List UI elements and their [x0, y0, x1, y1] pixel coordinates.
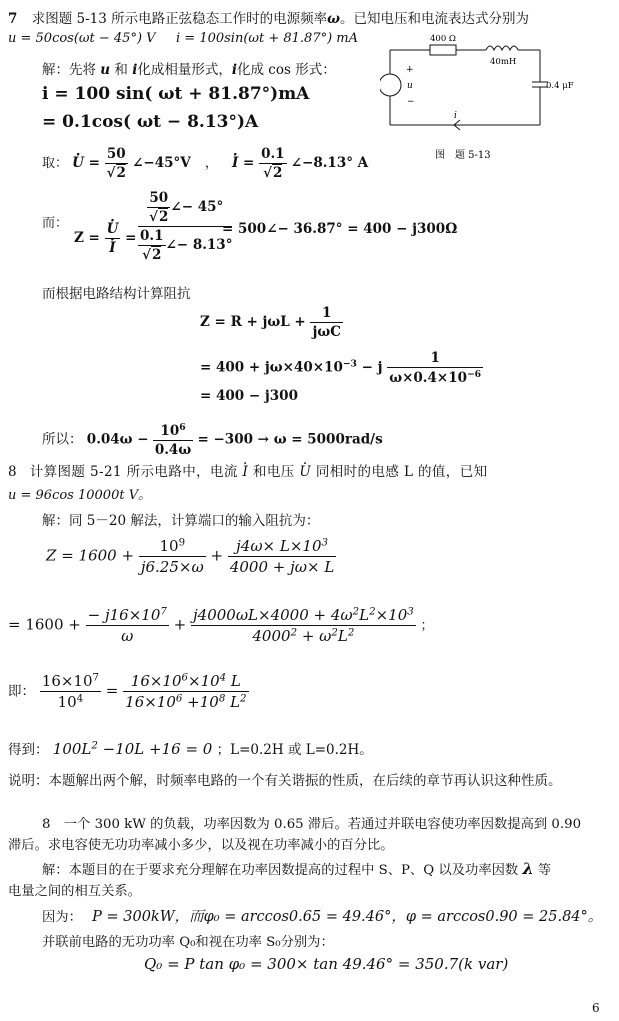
- problem-8b-line1: 8 一个 300 kW 的负载，功率因数为 0.65 滞后。若通过并联电容使功率因数提高到 0.90: [42, 817, 582, 832]
- problem-title-text: 求图题 5-13 所示电路正弦稳态工作时的电源频率: [31, 11, 328, 27]
- current-label: i: [454, 111, 457, 121]
- z-input-equation: Z = 1600 + $\frac{10^9}{j6.25\times\omega}$ + $\frac{j4\omega\times L\times 10^3}{4000 + j\omega\times L}$: [46, 537, 335, 576]
- i-phasor-symbol: · I: [232, 155, 238, 171]
- voltage-source-symbol: [380, 74, 401, 96]
- z-struct-line1: Z = R + jωL + $\frac{1}{\text{jωC}}$: [200, 305, 341, 340]
- result-line: 得到： $100L^2 -10L +16 = 0$ ；L=0.2H 或 L=0.2H。: [8, 740, 373, 758]
- u-expression: u = 50cos(ωt − 45°) V: [8, 31, 156, 46]
- note-line: 说明：本题解出两个解，时频率电路的一个有关谐振的性质，在后续的章节再认识这种性质。: [8, 773, 562, 789]
- because-line: 因为： P = 300kW，而φ₀ = arccos0.65 = 49.46°，φ = arccos0.90 = 25.84°。: [42, 909, 603, 925]
- solution-8a: 解：同 5－20 解法，计算端口的输入阻抗为：: [42, 513, 320, 529]
- u-phasor-fraction: $\frac{50}{√2}$: [106, 146, 126, 181]
- figure-caption: 图 题 5-13: [435, 150, 491, 161]
- solution-8b-line2: 电量之间的相互关系。: [8, 884, 141, 899]
- u-expression-8: u = 96cos 10000t V。: [8, 488, 152, 503]
- struct-text: 而根据电路结构计算阻抗: [42, 286, 191, 302]
- current-arrow: [454, 125, 460, 130]
- capacitor-label: 0.4 μF: [546, 81, 574, 91]
- page-number: 6: [592, 1001, 600, 1015]
- resistor-symbol: [430, 45, 456, 55]
- problem-number: 7: [8, 11, 18, 27]
- problem-title-tail: 。已知电压和电流表达式分别为: [339, 11, 529, 27]
- u-phasor-symbol: · U: [72, 155, 84, 171]
- inductor-symbol: [486, 46, 518, 50]
- phasor-line: 取： · U = $\frac{50}{√2}$ ∠−45°V ， · I = $\frac{0.1}{√2}$ ∠−8.13° A: [42, 146, 368, 181]
- i-expression: i = 100sin(ωt + 81.87°) mA: [176, 31, 359, 46]
- solution-intro: 解：先将 u 和 i化成相量形式，i化成 cos 形式：: [42, 62, 336, 78]
- before-line: 并联前电路的无功功率 Q₀和视在功率 S₀分别为：: [42, 935, 334, 950]
- z-compound-fraction: $\frac{50}{√2}$ ∠− 45° $\frac{0.1}{√2}$ ∠− 8.13°: [140, 190, 233, 263]
- resistor-label: 400 Ω: [430, 34, 456, 44]
- z-struct-line2: = $400 + j\omega\times 40\times 10^{-3} - j$ $\frac{1}{\omega\times 0.4\times 10^{-6}}$: [200, 350, 482, 387]
- so-line: 所以： 0.04ω − $\frac{10^6}{0.4\omega}$ = −300 → ω = 5000rad/s: [42, 422, 383, 459]
- problem-8b-line2: 滞后。求电容使无功功率减小多少，以及视在功率减小的百分比。: [8, 838, 394, 853]
- problem-7-title: [8, 7, 529, 27]
- z-struct-line3: = 400 − j300: [200, 388, 298, 404]
- inductor-label: 40mH: [490, 57, 517, 67]
- and-label: 而：: [42, 216, 69, 231]
- problem-8a-title: 8 计算图题 5-21 所示电路中，电流 · I 和电压 · U 同相时的电感 L 的值，已知: [8, 460, 488, 480]
- circuit-diagram-5-13: [380, 30, 580, 170]
- i-cos-equation: = 0.1cos( ωt − 8.13°)A: [42, 112, 259, 132]
- solution-8b-line1: 解：本题目的在于要求充分理解在功率因数提高的过程中 S、P、Q 以及功率因数 λ 等: [42, 859, 552, 878]
- z-result: = 500∠− 36.87° = 400 − j300Ω: [222, 221, 458, 237]
- minus-sign: −: [407, 97, 415, 107]
- i-phasor-fraction: $\frac{0.1}{√2}$: [261, 146, 285, 181]
- i-sin-equation: i = 100 sin( ωt + 81.87°)mA: [42, 84, 310, 104]
- ie-equation: 即： $\frac{16\times 10^7}{10^4}$ = $\frac{16\times 10^6\times 10^4 L}{16\times 10^6 +10^8 L^2}$: [8, 672, 247, 711]
- source-u-label: u: [407, 81, 413, 91]
- q0-equation: Q₀ = P tan φ₀ = 300× tan 49.46° = 350.7(k var): [144, 955, 509, 973]
- z-lhs: Z = · U · I =: [74, 221, 136, 256]
- plus-sign: +: [406, 65, 414, 75]
- omega-symbol: ω: [327, 11, 340, 27]
- z-expanded-equation: = 1600 + $\frac{- j16\times 10^7}{\omega}$ + $\frac{j4000\omega L\times 4000 + 4\omega^2L^2\times 10^3}{4000^2 + \omega^2L^2}$ ；: [8, 606, 434, 645]
